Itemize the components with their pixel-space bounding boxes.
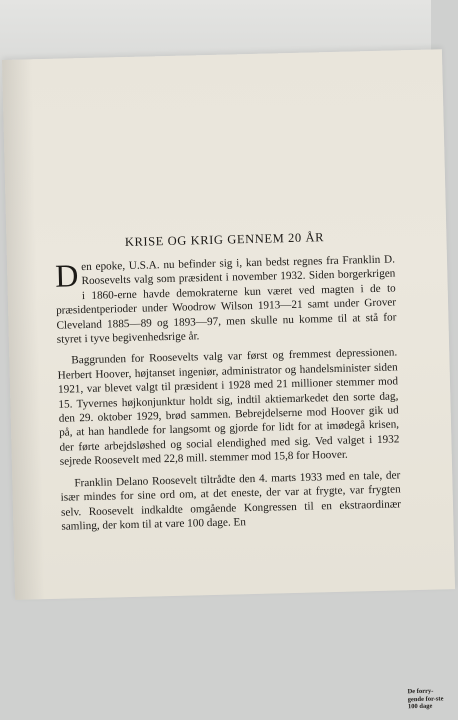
paragraph-3: Franklin Delano Roosevelt tiltrådte den 4. marts 1933 med en tale, der især mindes for sine ord om, at det eneste, der var at frygte, var frygten selv. Roosevelt indkaldte omgående Kongressen til en ekstraordinær samling, der kom til at vare 100 dage. En [60, 469, 402, 533]
paragraph-2: Baggrunden for Roosevelts valg var først og fremmest depressionen. Herbert Hoover, højtanset ingeniør, administrator og handelsminister siden 1921, var blevet valgt til præsident i 1928 med 21 millioner stemmer mod 15. Tyvernes højkonjunktur holdt sig, indtil aktiemarkedet den sorte dag, den 29. oktober 1929, brød sammen. Bebrejdelserne mod Hoover gik ud på, at han handlede for langsomt og gjorde for lidt for at imødegå krisen, der førte arbejdsløshed og social elendighed med sig. Ved valget i 1932 sejrede Roosevelt med 22,8 mill. stemmer mod 15,8 for Hoover. [57, 346, 400, 468]
article-body [54, 228, 444, 711]
article-heading: KRISE OG KRIG GENNEM 20 ÅR [124, 230, 325, 250]
paragraph-1-text: en epoke, U.S.A. nu befinder sig i, kan bedst regnes fra Franklin D. Roosevelts valg som præsident i november 1932. Siden borgerkrigen i 1860-erne havde demokraterne kun været ved magten i de to præsidentperioder under Woodrow Wilson 1913—21 samt under Grover Cleveland 1885—89 og 1893—97, men skulle nu komme til at stå for styret i tyve begivenhedsrige år. [56, 253, 397, 346]
drop-cap: D [54, 257, 79, 294]
book-page [2, 49, 455, 711]
page-shadow [2, 59, 45, 600]
margin-note: De forry-gende for-ste 100 dage [407, 687, 444, 711]
paragraph-1 [55, 252, 397, 347]
